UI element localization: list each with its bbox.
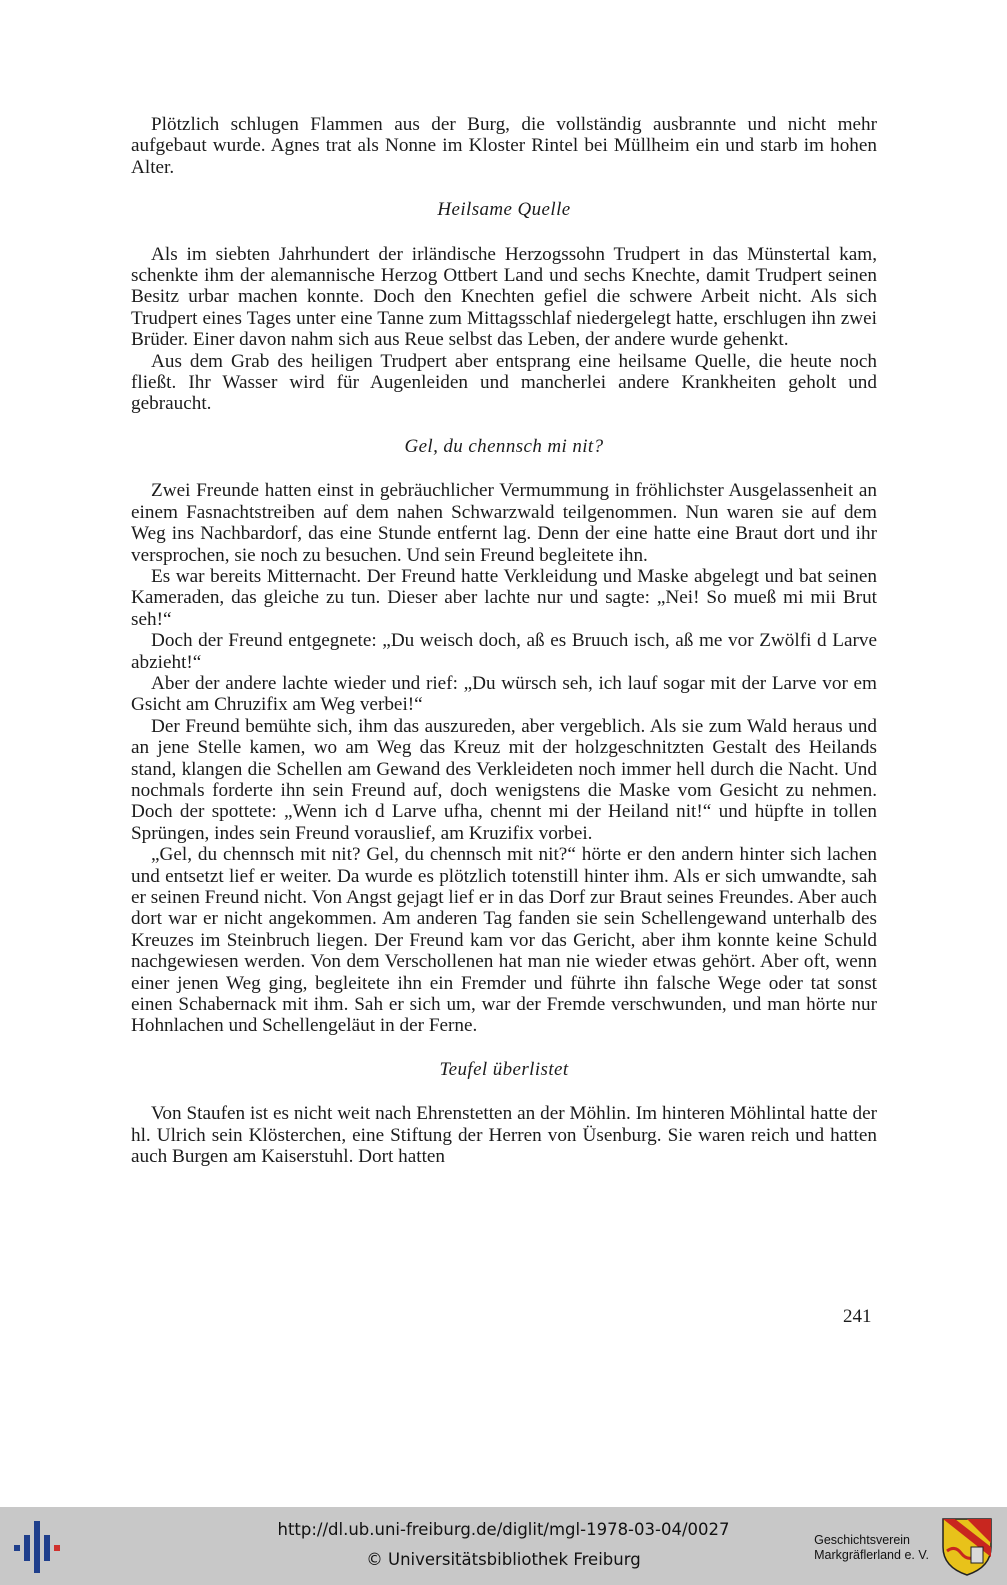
- paragraph: Der Freund bemühte sich, ihm das auszureden, aber vergeblich. Als sie zum Wald heraus und an jene Stelle kamen, wo am Weg das Kreuz mit der holzgeschnitzten Gestalt des Heilands stand, klangen die Schellen am Gewand des Verkleideten noch immer hell durch die Nacht. Und nochmals forderte ihn sein Freund auf, doch wenigstens die Maske vom Gesicht zu nehmen. Doch der spottete: „Wenn ich d Larve ufha, chennt mi der Heiland nit!“ und hüpfte in tollen Sprüngen, indes sein Freund vorauslief, am Kruzifix vorbei.: [131, 715, 877, 844]
- section-title-teufel-ueberlistet: Teufel überlistet: [439, 1058, 569, 1080]
- copyright-text: © Universitätsbibliothek Freiburg: [366, 1550, 641, 1569]
- paragraph: Aber der andere lachte wieder und rief: „Du würsch seh, ich lauf sogar mit der Larve vor em Gsicht am Chruzifix am Weg verbei!“: [131, 672, 877, 716]
- society-name: [814, 1533, 929, 1563]
- section-title-gel-du-chennsch: Gel, du chennsch mi nit?: [404, 435, 604, 457]
- paragraph: Doch der Freund entgegnete: „Du weisch doch, aß es Bruuch isch, aß me vor Zwölfi d Larve abzieht!“: [131, 630, 877, 673]
- society-name-line1: Geschichtsverein: [814, 1533, 910, 1547]
- footer-bar: [0, 1507, 1007, 1585]
- markgraeflerland-crest-icon[interactable]: [941, 1517, 993, 1577]
- paragraph: Zwei Freunde hatten einst in gebräuchlicher Vermummung in fröhlichster Ausgelassenheit an einem Fasnachtstreiben auf dem nahen Schwarzwald teilgenommen. Nun waren sie auf dem Weg ins Nachbardorf, das eine Stunde entfernt lag. Denn der eine hatte eine Braut dort und ihr versprochen, sie noch zu besuchen. Und sein Freund begleitete ihn.: [131, 480, 877, 566]
- intro-paragraph: Plötzlich schlugen Flammen aus der Burg, die vollständig ausbrannte und nicht mehr aufgebaut wurde. Agnes trat als Nonne im Kloster Rintel bei Müllheim ein und starb im hohen Alter.: [131, 114, 877, 178]
- page-number: 241: [843, 1306, 872, 1327]
- source-url-link[interactable]: http://dl.ub.uni-freiburg.de/diglit/mgl-1978-03-04/0027: [277, 1520, 730, 1539]
- society-name-line2: Markgräflerland e. V.: [814, 1548, 929, 1562]
- page-body: [131, 114, 877, 1167]
- paragraph: Als im siebten Jahrhundert der irländische Herzogssohn Trudpert in das Münstertal kam, schenkte ihm der alemannische Herzog Ottbert Land und sechs Knechte, damit Trudpert seinen Besitz urbar machen konnte. Doch den Knechten gefiel die schwere Arbeit nicht. Als sich Trudpert eines Tages unter eine Tanne zum Mittagsschlaf niedergelegt hatte, erschlugen ihn zwei Brüder. Einer davon nahm sich aus Reue selbst das Leben, der andere wurde gehenkt.: [131, 243, 877, 351]
- paragraph: Es war bereits Mitternacht. Der Freund hatte Verkleidung und Maske abgelegt und bat seinen Kameraden, das gleiche zu tun. Dieser aber lachte nur und sagte: „Nei! So mueß mi mii Brut seh!“: [131, 565, 877, 630]
- section-title-heilsame-quelle: Heilsame Quelle: [437, 199, 571, 221]
- paragraph: „Gel, du chennsch mit nit? Gel, du chennsch mit nit?“ hörte er den andern hinter sich lachen und entsetzt lief er weiter. Da wurde es plötzlich totenstill hinter ihm. Als er sich umwandte, sah er seinen Freund nicht. Von Angst gejagt lief er in das Dorf zur Braut seines Freundes. Aber auch dort war er nicht angekommen. Am anderen Tag fanden sie sein Schellengewand unterhalb des Kreuzes im Steinbruch liegen. Der Freund kam vor das Gericht, aber ihm konnte keine Schuld nachgewiesen werden. Von dem Verschollenen hat man nie wieder etwas gehört. Aber oft, wenn einer jenen Weg ging, begleitete ihn ein Fremder und führte ihn falsche Wege oder tat sonst einen Schabernack mit ihm. Sah er sich um, war der Fremde verschwunden, und man hörte nur Hohnlachen und Schellengeläut in der Ferne.: [131, 844, 877, 1037]
- paragraph: Von Staufen ist es nicht weit nach Ehrenstetten an der Möhlin. Im hinteren Möhlintal hatte der hl. Ulrich sein Klösterchen, eine Stiftung der Herren von Üsenburg. Sie waren reich und hatten auch Burgen am Kaiserstuhl. Dort hatten: [131, 1103, 877, 1168]
- paragraph: Aus dem Grab des heiligen Trudpert aber entsprang eine heilsame Quelle, die heute noch fließt. Ihr Wasser wird für Augenleiden und mancherlei andere Krankheiten geholt und gebraucht.: [131, 350, 877, 415]
